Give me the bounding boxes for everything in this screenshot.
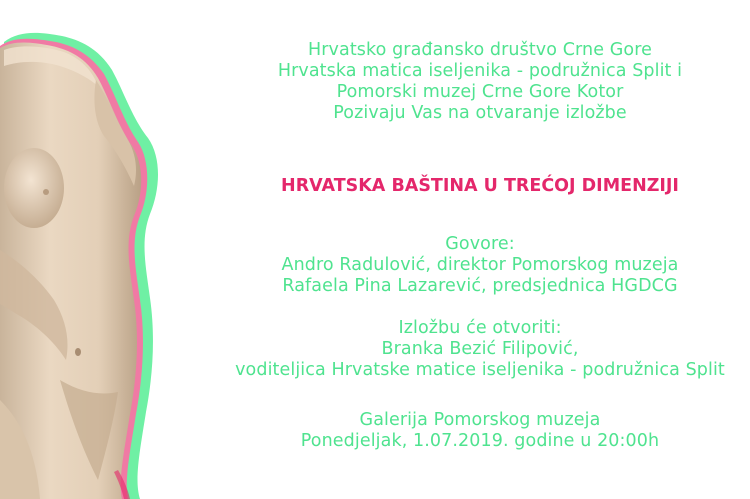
speaker-1: Andro Radulović, direktor Pomorskog muzeja [281,255,679,275]
opener-role: voditeljica Hrvatske matice iseljenika - podružnica Split [235,360,725,380]
speakers-block [210,234,750,297]
speakers-heading: Govore: [445,234,515,254]
venue-block [210,410,750,452]
intro-line-3: Pomorski muzej Crne Gore Kotor [336,82,624,102]
opener-heading: Izložbu će otvoriti: [398,318,562,338]
intro-line-2: Hrvatska matica iseljenika - podružnica Split i [277,61,683,81]
intro-line-4: Pozivaju Vas na otvaranje izložbe [333,103,627,123]
event-datetime: Ponedjeljak, 1.07.2019. godine u 20:00h [300,431,660,451]
opener-block [210,318,750,381]
exhibition-title: HRVATSKA BAŠTINA U TREĆOJ DIMENZIJI [281,176,679,196]
venue-name: Galerija Pomorskog muzeja [359,410,601,430]
organizers-block [210,40,750,124]
speaker-2: Rafaela Pina Lazarević, predsjednica HGDCG [282,276,678,296]
intro-line-1: Hrvatsko građansko društvo Crne Gore [307,40,652,60]
sculpture-torso-image [0,0,175,499]
opener-name: Branka Bezić Filipović, [381,339,579,359]
